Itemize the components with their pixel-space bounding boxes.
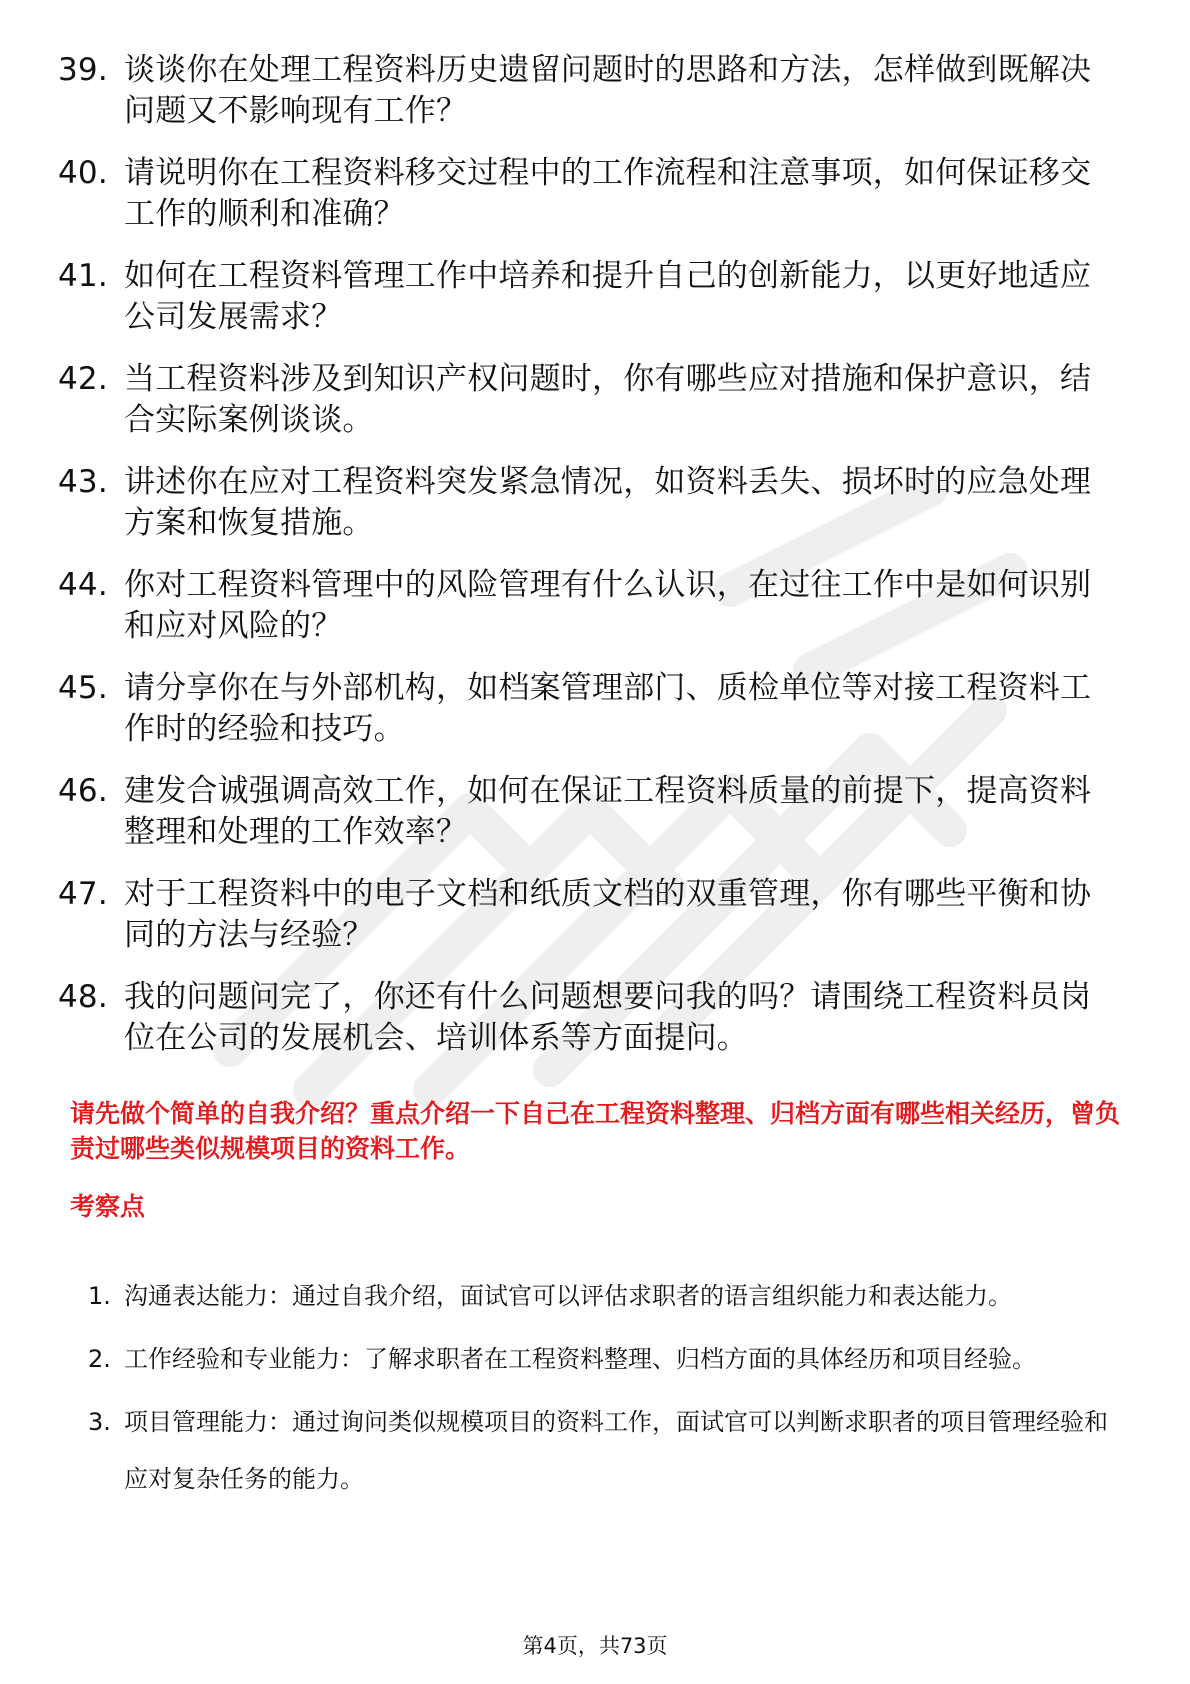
point-number: 2. xyxy=(88,1345,111,1373)
assessment-list xyxy=(88,1268,1128,1514)
question-text: 请说明你在工程资料移交过程中的工作流程和注意事项，如何保证移交工作的顺利和准确？ xyxy=(124,155,1092,232)
list-item xyxy=(58,565,1138,647)
point-text: 项目管理能力：通过询问类似规模项目的资料工作，面试官可以判断求职者的项目管理经验和应对复杂任务的能力。 xyxy=(124,1408,1108,1493)
list-item xyxy=(58,256,1138,338)
list-item xyxy=(88,1331,1128,1388)
question-number: 45. xyxy=(58,670,108,706)
list-item xyxy=(58,874,1138,956)
question-text: 讲述你在应对工程资料突发紧急情况，如资料丢失、损坏时的应急处理方案和恢复措施。 xyxy=(124,464,1092,541)
highlight-question: 请先做个简单的自我介绍？重点介绍一下自己在工程资料整理、归档方面有哪些相关经历，曾负责过哪些类似规模项目的资料工作。 xyxy=(70,1099,1121,1163)
question-text: 建发合诚强调高效工作，如何在保证工程资料质量的前提下，提高资料整理和处理的工作效率？ xyxy=(124,773,1092,850)
point-number: 1. xyxy=(88,1282,111,1310)
question-number: 44. xyxy=(58,567,108,603)
question-number: 43. xyxy=(58,464,108,500)
list-item xyxy=(58,771,1138,853)
question-number: 42. xyxy=(58,361,108,397)
question-list xyxy=(58,50,1138,1080)
list-item xyxy=(58,668,1138,750)
list-item xyxy=(88,1394,1128,1508)
question-number: 47. xyxy=(58,876,108,912)
question-text: 对于工程资料中的电子文档和纸质文档的双重管理，你有哪些平衡和协同的方法与经验？ xyxy=(124,876,1092,953)
question-text: 如何在工程资料管理工作中培养和提升自己的创新能力，以更好地适应公司发展需求？ xyxy=(124,258,1092,335)
question-text: 谈谈你在处理工程资料历史遗留问题时的思路和方法，怎样做到既解决问题又不影响现有工作？ xyxy=(124,52,1092,129)
list-item xyxy=(88,1268,1128,1325)
question-number: 39. xyxy=(58,52,108,88)
list-item xyxy=(58,359,1138,441)
point-text: 沟通表达能力：通过自我介绍，面试官可以评估求职者的语言组织能力和表达能力。 xyxy=(124,1282,1012,1310)
point-text: 工作经验和专业能力：了解求职者在工程资料整理、归档方面的具体经历和项目经验。 xyxy=(124,1345,1036,1373)
list-item xyxy=(58,977,1138,1059)
question-text: 请分享你在与外部机构，如档案管理部门、质检单位等对接工程资料工作时的经验和技巧。 xyxy=(124,670,1092,747)
question-number: 41. xyxy=(58,258,108,294)
question-number: 48. xyxy=(58,979,108,1015)
list-item xyxy=(58,462,1138,544)
list-item xyxy=(58,50,1138,132)
assessment-heading: 考察点 xyxy=(70,1192,146,1221)
question-number: 46. xyxy=(58,773,108,809)
point-number: 3. xyxy=(88,1408,111,1436)
question-text: 当工程资料涉及到知识产权问题时，你有哪些应对措施和保护意识，结合实际案例谈谈。 xyxy=(124,361,1092,438)
list-item xyxy=(58,153,1138,235)
page-footer: 第4页，共73页 xyxy=(522,1634,668,1658)
question-text: 我的问题问完了，你还有什么问题想要问我的吗？请围绕工程资料员岗位在公司的发展机会、培训体系等方面提问。 xyxy=(124,979,1092,1056)
question-text: 你对工程资料管理中的风险管理有什么认识，在过往工作中是如何识别和应对风险的？ xyxy=(124,567,1092,644)
question-number: 40. xyxy=(58,155,108,191)
